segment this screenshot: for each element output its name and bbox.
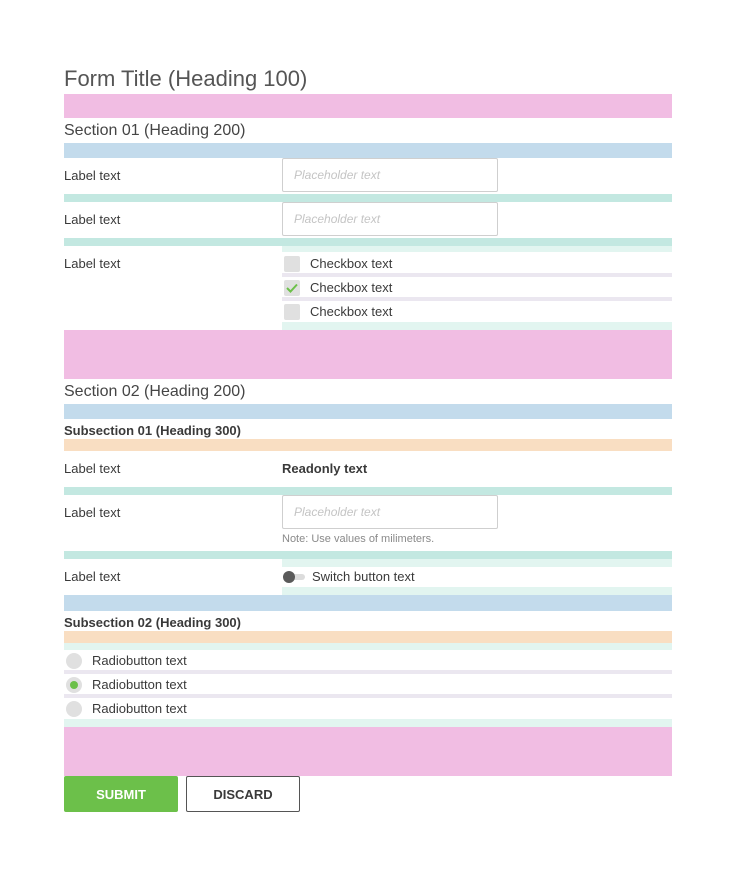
section-01-heading: Section 01 (Heading 200): [64, 122, 246, 139]
radio-unselected[interactable]: [66, 701, 82, 717]
spacer-mint: [64, 238, 672, 246]
switch-knob: [283, 571, 295, 583]
checkbox-group-label: Label text: [64, 256, 121, 271]
spacer-blue: [64, 404, 672, 419]
spacer-peach: [64, 439, 672, 451]
spacer-blue: [64, 143, 672, 158]
radio-row[interactable]: [64, 697, 672, 721]
radio-dot: [70, 681, 78, 689]
checkbox-label: Checkbox text: [310, 280, 393, 295]
spacer-mint: [64, 487, 672, 495]
field-2-input[interactable]: [282, 202, 498, 236]
spacer-mint-light: [282, 587, 672, 595]
discard-button[interactable]: DISCARD: [186, 776, 300, 812]
radio-unselected[interactable]: [66, 653, 82, 669]
spacer-mint: [64, 194, 672, 202]
measure-input[interactable]: [282, 495, 498, 529]
field-1-label: Label text: [64, 168, 121, 183]
form-title: Form Title (Heading 100): [64, 66, 308, 91]
field-1-input[interactable]: [282, 158, 498, 192]
checkmark-icon: [286, 283, 298, 293]
measure-label: Label text: [64, 505, 121, 520]
checkbox-row[interactable]: [282, 300, 672, 324]
spacer-pink: [64, 330, 672, 379]
readonly-label: Label text: [64, 461, 121, 476]
spacer-pink: [64, 727, 672, 776]
spacer-peach: [64, 631, 672, 643]
toggle-switch[interactable]: [283, 571, 305, 583]
spacer-pink: [64, 94, 672, 118]
section-02-heading: Section 02 (Heading 200): [64, 383, 246, 400]
field-note: Note: Use values of milimeters.: [282, 533, 435, 545]
checkbox-checked[interactable]: [284, 280, 300, 296]
switch-label: Switch button text: [312, 569, 415, 584]
field-2-label: Label text: [64, 212, 121, 227]
subsection-01-heading: Subsection 01 (Heading 300): [64, 423, 241, 438]
radio-label: Radiobutton text: [92, 701, 187, 716]
switch-field-label: Label text: [64, 569, 121, 584]
spacer-blue: [64, 595, 672, 611]
radio-selected[interactable]: [66, 677, 82, 693]
readonly-value: Readonly text: [282, 461, 368, 476]
checkbox-unchecked[interactable]: [284, 256, 300, 272]
spacer-mint-light: [282, 559, 672, 567]
checkbox-unchecked[interactable]: [284, 304, 300, 320]
radio-label: Radiobutton text: [92, 653, 187, 668]
checkbox-label: Checkbox text: [310, 256, 393, 271]
spacer-mint-light: [282, 322, 672, 330]
spacer-mint-light: [64, 719, 672, 727]
subsection-02-heading: Subsection 02 (Heading 300): [64, 615, 241, 630]
spacer-mint: [64, 551, 672, 559]
checkbox-label: Checkbox text: [310, 304, 393, 319]
submit-button[interactable]: SUBMIT: [64, 776, 178, 812]
radio-label: Radiobutton text: [92, 677, 187, 692]
